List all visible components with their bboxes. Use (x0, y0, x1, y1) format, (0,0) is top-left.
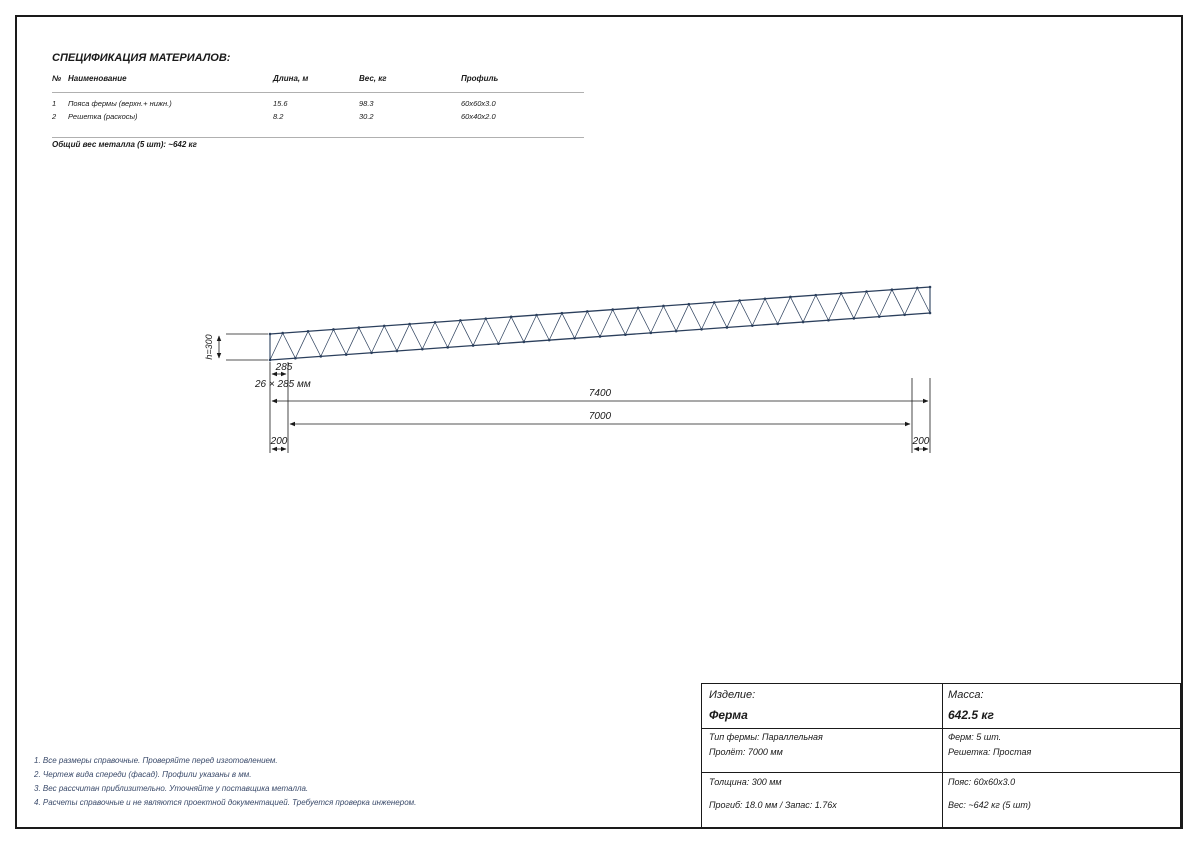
chord-profile: Пояс: 60x60x3.0 (948, 777, 1016, 787)
truss-node (459, 319, 462, 322)
diagonal-member (828, 293, 841, 320)
truss-node (624, 333, 627, 336)
spec-header-length: Длина, м (273, 74, 309, 83)
mass-label: Масса: (948, 689, 984, 701)
truss-node (916, 287, 919, 290)
spec-header-num: № (52, 74, 62, 83)
truss-node (738, 299, 741, 302)
spec-title: СПЕЦИФИКАЦИЯ МАТЕРИАЛОВ: (52, 52, 231, 64)
spec-cell: Пояса фермы (верхн.+ нижн.) (68, 99, 172, 108)
diagonal-member (473, 319, 486, 346)
truss-node (269, 359, 272, 362)
diagonal-member (549, 313, 562, 340)
truss-type: Тип фермы: Параллельная (709, 732, 823, 742)
diagonal-member (587, 311, 600, 336)
support-right-label: 200 (912, 436, 930, 447)
top-chord (270, 287, 930, 334)
diagonal-member (854, 292, 867, 319)
truss-node (497, 342, 500, 345)
truss-node (472, 344, 475, 347)
support-left-label: 200 (270, 436, 288, 447)
truss-node (688, 303, 691, 306)
diagonal-member (740, 301, 753, 326)
truss-node (535, 314, 538, 317)
truss-node (548, 339, 551, 342)
truss-node (586, 310, 589, 313)
diagonal-member (905, 288, 918, 315)
diagonal-member (702, 302, 715, 329)
diagonal-member (448, 320, 461, 347)
truss-node (662, 305, 665, 308)
total-weight: Вес: ~642 кг (5 шт) (948, 800, 1031, 810)
title-block (701, 683, 1181, 828)
diagonal-member (511, 317, 524, 342)
diagonal-member (790, 297, 803, 322)
title-block-rule (702, 772, 1180, 773)
truss-node (764, 297, 767, 300)
diagonal-member (270, 333, 283, 360)
diagonal-member (283, 333, 296, 358)
diagonal-member (676, 304, 689, 331)
note: 4. Расчеты справочные и не являются проектной документацией. Требуется проверка инженером. (34, 798, 417, 807)
spec-cell: 2 (52, 112, 57, 121)
diagonal-member (752, 299, 765, 326)
deflection: Прогиб: 18.0 мм / Запас: 1.76x (709, 800, 837, 810)
height-label: h=300 (204, 334, 214, 360)
spec-header-profile: Профиль (461, 74, 499, 83)
diagonal-member (486, 319, 499, 344)
truss-node (814, 294, 817, 297)
truss-node (675, 330, 678, 333)
truss-node (294, 357, 297, 360)
truss-node (599, 335, 602, 338)
spec-header-name: Наименование (68, 74, 127, 83)
diagonal-member (663, 306, 676, 331)
diagonal-member (625, 308, 638, 335)
diagonal-member (816, 295, 829, 320)
note: 2. Чертеж вида спереди (фасад). Профили указаны в мм. (34, 770, 252, 779)
spec-cell: 98.3 (359, 99, 374, 108)
truss-node (853, 317, 856, 320)
truss-node (865, 290, 868, 293)
truss-node (776, 323, 779, 326)
spec-cell: Решетка (раскосы) (68, 112, 138, 121)
diagonal-member (879, 290, 892, 317)
truss-node (726, 326, 729, 329)
truss-node (611, 308, 614, 311)
diagonal-member (460, 320, 473, 345)
truss-node (891, 288, 894, 291)
truss-node (903, 314, 906, 317)
truss-node (827, 319, 830, 322)
spec-total: Общий вес металла (5 шт): ~642 кг (52, 140, 197, 149)
truss-node (637, 306, 640, 309)
title-block-rule (702, 728, 1180, 729)
truss-node (396, 350, 399, 353)
truss-node (269, 333, 272, 336)
diagonal-member (295, 331, 308, 358)
diagonal-member (537, 315, 550, 340)
note: 3. Вес рассчитан приблизительно. Уточняйте у поставщика металла. (34, 784, 309, 793)
truss-node (789, 296, 792, 299)
truss-node (561, 312, 564, 315)
diagonal-member (727, 301, 740, 328)
diagonal-member (867, 292, 880, 317)
truss-node (383, 325, 386, 328)
truss-thickness: Толщина: 300 мм (709, 777, 782, 787)
diagonal-member (841, 293, 854, 318)
truss-node (713, 301, 716, 304)
diagonal-member (562, 313, 575, 338)
spec-cell: 15.6 (273, 99, 288, 108)
diagonal-member (321, 329, 334, 356)
mass-value: 642.5 кг (948, 708, 994, 722)
truss-node (649, 332, 652, 335)
truss-node (510, 316, 513, 319)
diagonal-member (892, 290, 905, 315)
diagonal-member (372, 326, 385, 353)
truss-node (484, 317, 487, 320)
spec-header-weight: Вес, кг (359, 74, 387, 83)
diagonal-member (397, 324, 410, 351)
truss-node (700, 328, 703, 331)
truss-node (878, 315, 881, 318)
truss-node (802, 321, 805, 324)
diagonal-member (575, 311, 588, 338)
truss-node (929, 286, 932, 289)
diagonal-member (613, 310, 626, 335)
truss-node (434, 321, 437, 324)
span-label: 7000 (588, 411, 612, 422)
title-block-divider (942, 684, 943, 827)
diagonal-member (917, 288, 930, 313)
panel-label: 285 (275, 362, 293, 373)
truss-span: Пролёт: 7000 мм (709, 747, 783, 757)
diagonal-member (651, 306, 664, 333)
note: 1. Все размеры справочные. Проверяйте перед изготовлением. (34, 756, 278, 765)
diagonal-member (333, 329, 346, 354)
product-value: Ферма (709, 708, 748, 722)
diagonal-member (600, 310, 613, 337)
truss-node (929, 312, 932, 315)
diagonal-member (410, 324, 423, 349)
truss-node (332, 328, 335, 331)
spec-cell: 60x40x2.0 (461, 112, 496, 121)
truss-node (421, 348, 424, 351)
diagonal-member (498, 317, 511, 344)
truss-count: Ферм: 5 шт. (948, 732, 1002, 742)
overall-label: 7400 (588, 388, 612, 399)
diagonal-member (803, 295, 816, 322)
spec-cell: 60x60x3.0 (461, 99, 496, 108)
truss-node (408, 323, 411, 326)
diagonal-member (422, 322, 435, 349)
diagonal-member (714, 302, 727, 327)
truss-node (446, 346, 449, 349)
diagonal-member (435, 322, 448, 347)
diagonal-member (638, 308, 651, 333)
truss-node (307, 330, 310, 333)
truss-node (281, 332, 284, 335)
truss-elevation (269, 286, 932, 362)
truss-node (319, 355, 322, 358)
diagonal-member (359, 328, 372, 353)
product-label: Изделие: (709, 689, 756, 701)
lattice-type: Решетка: Простая (948, 747, 1032, 757)
diagonal-member (524, 315, 537, 342)
truss-node (345, 353, 348, 356)
diagonal-member (765, 299, 778, 324)
diagonal-member (308, 331, 321, 356)
diagonal-member (346, 328, 359, 355)
diagonal-member (778, 297, 791, 324)
truss-node (573, 337, 576, 340)
panels-label: 26 × 285 мм (255, 379, 311, 390)
truss-node (358, 326, 361, 329)
spec-cell: 30.2 (359, 112, 374, 121)
dimension-lines (219, 334, 930, 453)
truss-node (523, 341, 526, 344)
truss-node (751, 324, 754, 327)
truss-node (840, 292, 843, 295)
spec-cell: 1 (52, 99, 57, 108)
truss-node (370, 351, 373, 354)
diagonal-member (689, 304, 702, 329)
diagonal-member (384, 326, 397, 351)
drawing-notes (34, 754, 416, 810)
spec-cell: 8.2 (273, 112, 284, 121)
